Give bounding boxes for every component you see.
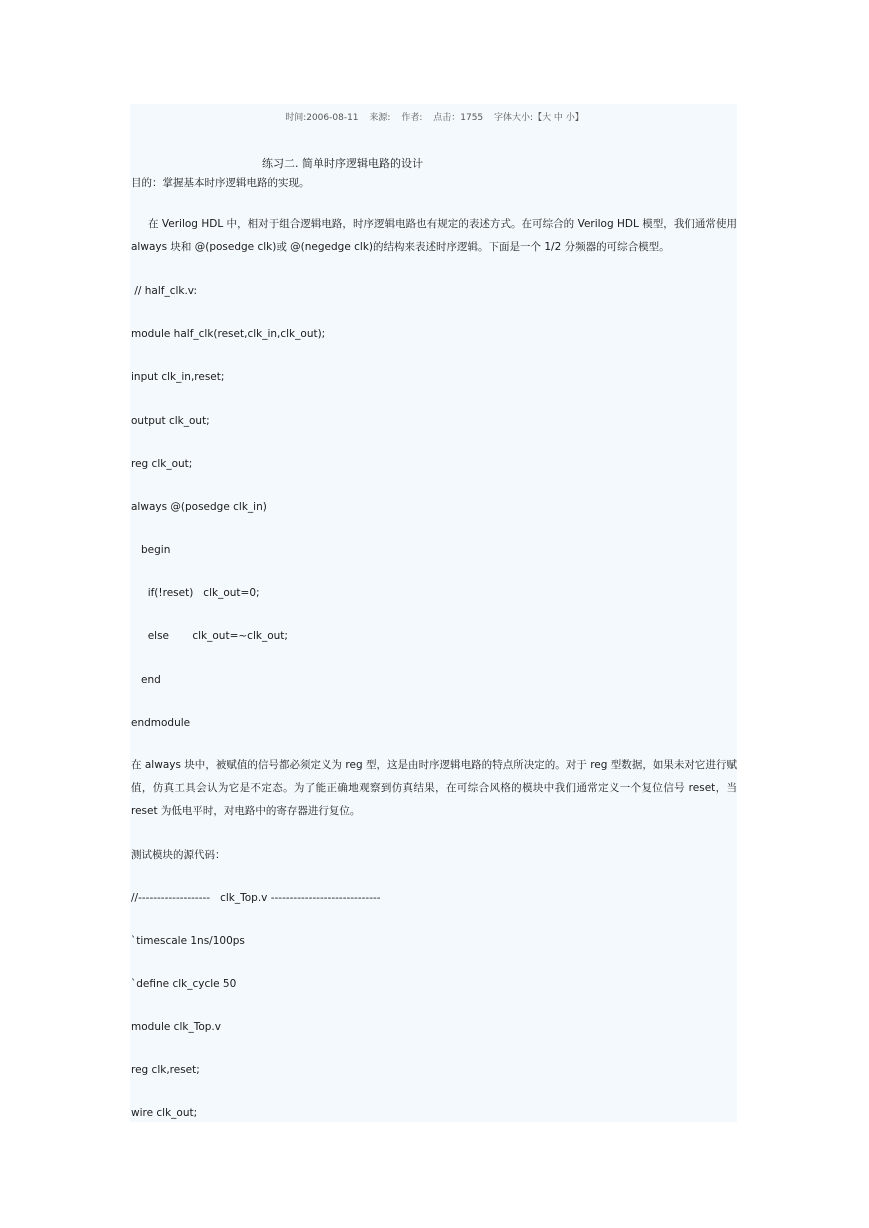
explain-paragraph: 在 always 块中，被赋值的信号都必须定义为 reg 型，这是由时序逻辑电路的特点所决定的。对于 reg 型数据，如果未对它进行赋值，仿真工具会认为它是不定态。为了能正确地观察到仿真结果，在可综合风格的模块中我们通常定义一个复位信号 reset，当 reset 为低电平时，对电路中的寄存器进行复位。 [131, 759, 737, 817]
code-line: // half_clk.v: [131, 285, 197, 297]
code-line: reg clk,reset; [131, 1064, 200, 1076]
code-line: reg clk_out; [131, 458, 193, 470]
code-line: if(!reset) clk_out=0; [131, 587, 260, 599]
author-label: 作者: [401, 113, 423, 123]
code-line: `timescale 1ns/100ps [131, 935, 245, 947]
page-title: 练习二. 简单时序逻辑电路的设计 [262, 157, 423, 170]
click-count: 点击：1755 [433, 113, 484, 123]
test-heading: 测试模块的源代码： [131, 849, 226, 861]
code-line: end [131, 674, 161, 686]
code-line: endmodule [131, 717, 191, 729]
purpose-line: 目的：掌握基本时序逻辑电路的实现。 [131, 177, 310, 189]
code-line: begin [131, 544, 171, 556]
code-line: module half_clk(reset,clk_in,clk_out); [131, 328, 326, 340]
source-label: 来源: [369, 113, 391, 123]
code-line: module clk_Top.v [131, 1021, 221, 1033]
font-size-selector[interactable]: 字体大小:【大 中 小】 [494, 113, 584, 123]
code-line: `define clk_cycle 50 [131, 978, 237, 990]
publish-time: 时间:2006-08-11 [285, 113, 359, 123]
code-line: else clk_out=~clk_out; [131, 630, 288, 642]
code-line: output clk_out; [131, 415, 210, 427]
code-line: always @(posedge clk_in) [131, 501, 267, 513]
article-meta [0, 110, 869, 123]
code-line: wire clk_out; [131, 1107, 198, 1119]
code-line: //------------------- clk_Top.v ----------------------------- [131, 892, 381, 904]
code-line: input clk_in,reset; [131, 371, 225, 383]
intro-paragraph: 在 Verilog HDL 中，相对于组合逻辑电路，时序逻辑电路也有规定的表述方式。在可综合的 Verilog HDL 模型，我们通常使用 always 块和 @(posedge clk)或 @(negedge clk)的结构来表述时序逻辑。下面是一个 1/2 分频器的可综合模型。 [131, 218, 737, 253]
